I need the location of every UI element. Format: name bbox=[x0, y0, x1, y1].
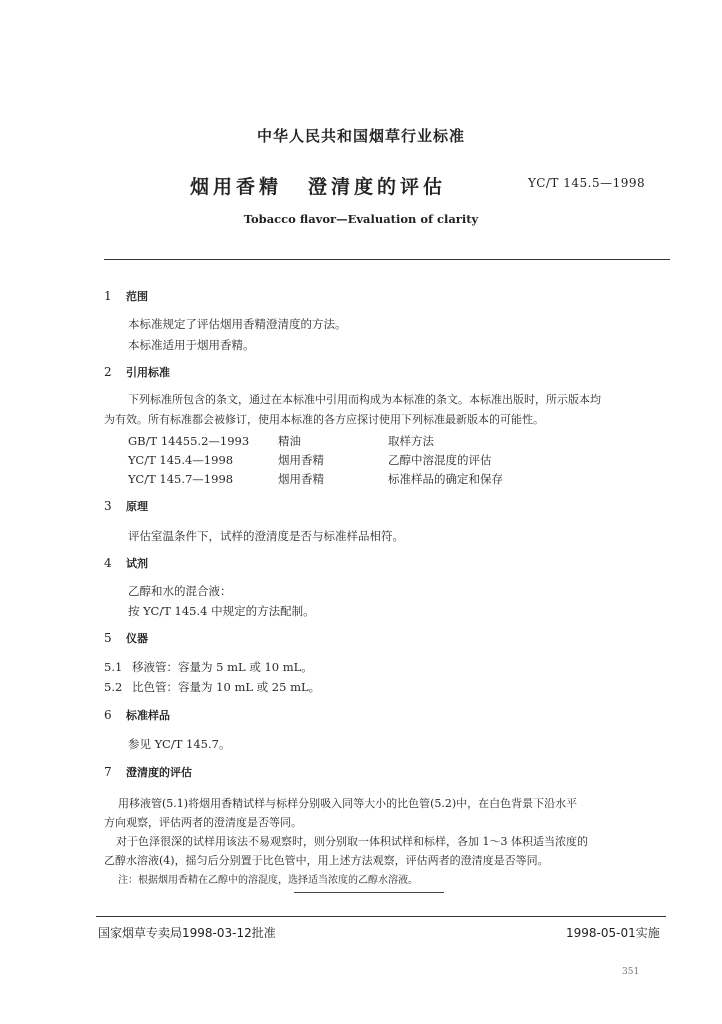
approval-date: 国家烟草专卖局1998-03-12批准 bbox=[98, 926, 276, 940]
section-7-heading: 7 澄清度的评估 bbox=[104, 765, 192, 779]
page-number: 351 bbox=[622, 967, 640, 977]
section-7-para-1-line-2: 方向观察，评估两者的澄清度是否等同。 bbox=[104, 816, 302, 829]
title-part-2: 澄清度的评估 bbox=[308, 176, 447, 198]
apparatus-item: 5.1 移液管：容量为 5 mL 或 10 mL。 bbox=[104, 660, 313, 674]
section-4-para-2: 按 YC/T 145.4 中规定的方法配制。 bbox=[128, 604, 315, 618]
reference-item: YC/T 145.7—1998 烟用香精 标准样品的确定和保存 bbox=[128, 472, 503, 486]
end-rule bbox=[294, 892, 444, 893]
section-3-heading: 3 原理 bbox=[104, 499, 148, 513]
section-7-para-2-line-1: 对于色泽很深的试样用该法不易观察时，则分别取一体积试样和标样，各加 1～3 体积适当浓度的 bbox=[116, 835, 588, 848]
section-7-para-2-line-2: 乙醇水溶液(4)，摇匀后分别置于比色管中，用上述方法观察，评估两者的澄清度是否等同。 bbox=[104, 854, 549, 867]
english-title: Tobacco flavor—Evaluation of clarity bbox=[243, 212, 479, 226]
section-1-para-1: 本标准规定了评估烟用香精澄清度的方法。 bbox=[128, 317, 347, 331]
implementation-date: 1998-05-01实施 bbox=[566, 926, 660, 940]
section-1-heading: 1 范围 bbox=[104, 289, 148, 303]
issuing-organization: 中华人民共和国烟草行业标准 bbox=[256, 127, 465, 145]
section-2-para-line-2: 为有效。所有标准都会被修订，使用本标准的各方应探讨使用下列标准最新版本的可能性。 bbox=[104, 413, 544, 426]
section-2-heading: 2 引用标准 bbox=[104, 365, 170, 379]
standard-code: YC/T 145.5—1998 bbox=[528, 176, 646, 190]
section-2-para-line-1: 下列标准所包含的条文，通过在本标准中引用而构成为本标准的条文。本标准出版时，所示版本均 bbox=[128, 393, 601, 406]
apparatus-item: 5.2 比色管：容量为 10 mL 或 25 mL。 bbox=[104, 680, 321, 694]
document-title bbox=[190, 172, 446, 199]
reference-item: YC/T 145.4—1998 烟用香精 乙醇中溶混度的评估 bbox=[128, 453, 492, 467]
section-6-heading: 6 标准样品 bbox=[104, 708, 170, 722]
reference-item: GB/T 14455.2—1993 精油 取样方法 bbox=[128, 434, 434, 448]
footer-divider bbox=[96, 916, 666, 917]
header-divider bbox=[104, 259, 670, 260]
section-1-para-2: 本标准适用于烟用香精。 bbox=[128, 338, 255, 352]
section-7-note: 注：根据烟用香精在乙醇中的溶混度，选择适当浓度的乙醇水溶液。 bbox=[118, 875, 418, 886]
section-4-heading: 4 试剂 bbox=[104, 556, 148, 570]
section-6-para-1: 参见 YC/T 145.7。 bbox=[128, 737, 231, 751]
title-part-1: 烟用香精 bbox=[190, 176, 283, 198]
section-3-para-1: 评估室温条件下，试样的澄清度是否与标准样品相符。 bbox=[128, 529, 404, 543]
section-7-para-1-line-1: 用移液管(5.1)将烟用香精试样与标样分别吸入同等大小的比色管(5.2)中，在白色背景下沿水平 bbox=[118, 797, 578, 810]
section-4-para-1: 乙醇和水的混合液： bbox=[128, 584, 232, 598]
section-5-heading: 5 仪器 bbox=[104, 631, 148, 645]
